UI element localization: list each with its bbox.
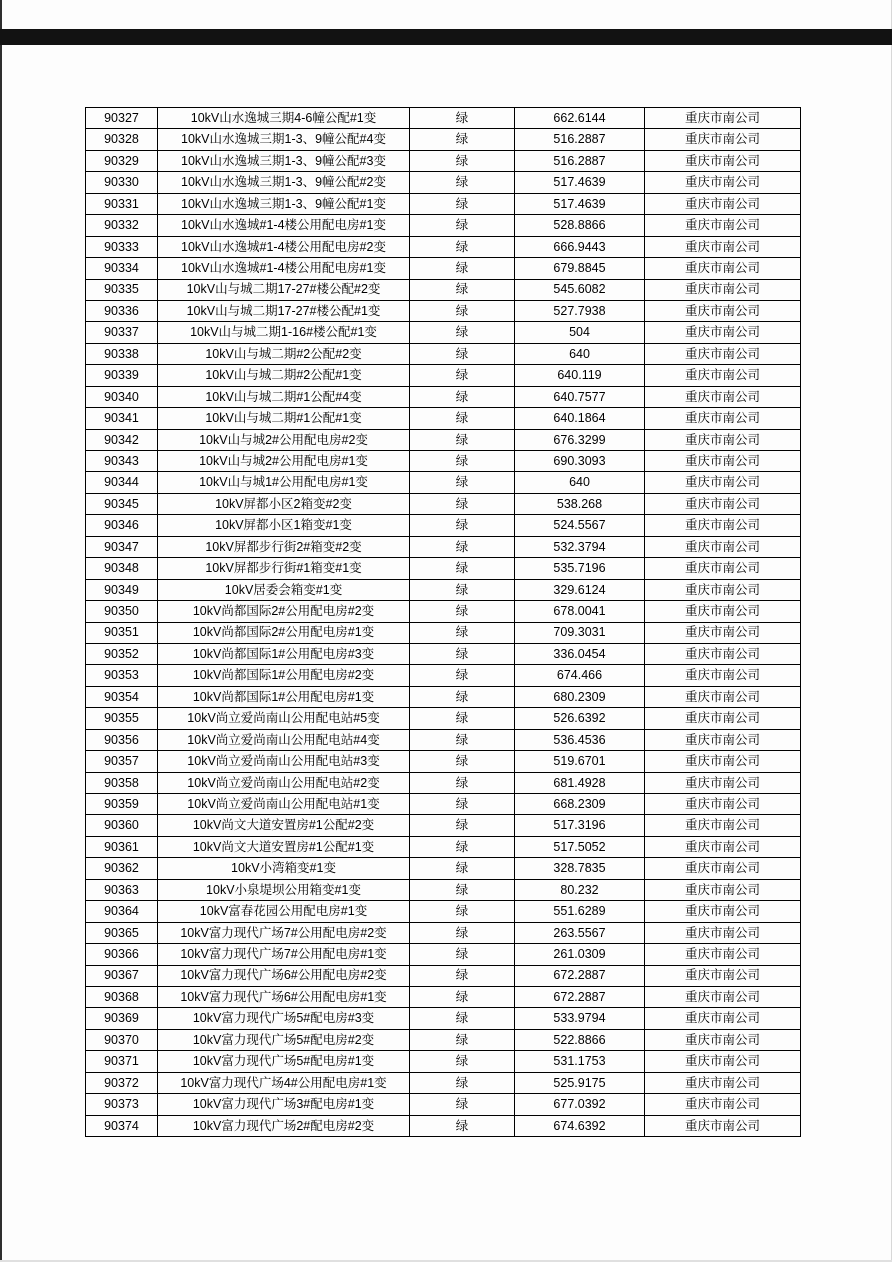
cell-status: 绿 (410, 815, 515, 836)
cell-status: 绿 (410, 172, 515, 193)
cell-value: 538.268 (515, 493, 645, 514)
cell-company: 重庆市南公司 (645, 1072, 801, 1093)
cell-company: 重庆市南公司 (645, 300, 801, 321)
cell-name: 10kV尚都国际1#公用配电房#1变 (158, 686, 410, 707)
cell-value: 526.6392 (515, 708, 645, 729)
table-row (86, 279, 801, 300)
cell-company: 重庆市南公司 (645, 172, 801, 193)
cell-company: 重庆市南公司 (645, 686, 801, 707)
cell-id: 90351 (86, 622, 158, 643)
cell-status: 绿 (410, 150, 515, 171)
cell-name: 10kV尚立爱尚南山公用配电站#1变 (158, 794, 410, 815)
cell-name: 10kV尚立爱尚南山公用配电站#3变 (158, 751, 410, 772)
cell-company: 重庆市南公司 (645, 536, 801, 557)
cell-value: 535.7196 (515, 558, 645, 579)
cell-value: 690.3093 (515, 451, 645, 472)
table-row (86, 965, 801, 986)
cell-company: 重庆市南公司 (645, 751, 801, 772)
cell-status: 绿 (410, 279, 515, 300)
cell-status: 绿 (410, 794, 515, 815)
cell-name: 10kV尚都国际2#公用配电房#1变 (158, 622, 410, 643)
cell-name: 10kV山与城2#公用配电房#1变 (158, 451, 410, 472)
cell-value: 525.9175 (515, 1072, 645, 1093)
cell-company: 重庆市南公司 (645, 815, 801, 836)
cell-value: 640 (515, 472, 645, 493)
cell-value: 261.0309 (515, 944, 645, 965)
cell-id: 90367 (86, 965, 158, 986)
cell-id: 90365 (86, 922, 158, 943)
cell-status: 绿 (410, 1094, 515, 1115)
cell-name: 10kV富春花园公用配电房#1变 (158, 901, 410, 922)
cell-company: 重庆市南公司 (645, 279, 801, 300)
cell-value: 676.3299 (515, 429, 645, 450)
table-row (86, 129, 801, 150)
cell-status: 绿 (410, 922, 515, 943)
table-row (86, 922, 801, 943)
cell-value: 519.6701 (515, 751, 645, 772)
table-row (86, 1072, 801, 1093)
cell-status: 绿 (410, 751, 515, 772)
table-row (86, 601, 801, 622)
cell-name: 10kV山与城二期#1公配#1变 (158, 408, 410, 429)
cell-id: 90339 (86, 365, 158, 386)
cell-name: 10kV富力现代广场7#公用配电房#2变 (158, 922, 410, 943)
cell-company: 重庆市南公司 (645, 836, 801, 857)
cell-id: 90337 (86, 322, 158, 343)
cell-status: 绿 (410, 708, 515, 729)
cell-id: 90366 (86, 944, 158, 965)
cell-value: 666.9443 (515, 236, 645, 257)
cell-name: 10kV屏都步行街2#箱变#2变 (158, 536, 410, 557)
cell-value: 677.0392 (515, 1094, 645, 1115)
cell-company: 重庆市南公司 (645, 343, 801, 364)
cell-name: 10kV尚都国际2#公用配电房#2变 (158, 601, 410, 622)
cell-name: 10kV山与城二期#2公配#2变 (158, 343, 410, 364)
cell-name: 10kV尚文大道安置房#1公配#2变 (158, 815, 410, 836)
cell-value: 531.1753 (515, 1051, 645, 1072)
cell-name: 10kV山与城二期17-27#楼公配#2变 (158, 279, 410, 300)
table-row (86, 108, 801, 129)
cell-id: 90369 (86, 1008, 158, 1029)
cell-value: 681.4928 (515, 772, 645, 793)
cell-status: 绿 (410, 408, 515, 429)
cell-id: 90363 (86, 879, 158, 900)
cell-status: 绿 (410, 258, 515, 279)
cell-status: 绿 (410, 343, 515, 364)
cell-company: 重庆市南公司 (645, 643, 801, 664)
cell-name: 10kV富力现代广场6#公用配电房#2变 (158, 965, 410, 986)
cell-value: 516.2887 (515, 150, 645, 171)
cell-id: 90373 (86, 1094, 158, 1115)
cell-name: 10kV山与城1#公用配电房#1变 (158, 472, 410, 493)
cell-status: 绿 (410, 193, 515, 214)
cell-id: 90338 (86, 343, 158, 364)
cell-name: 10kV富力现代广场5#配电房#1变 (158, 1051, 410, 1072)
cell-value: 640.1864 (515, 408, 645, 429)
cell-value: 516.2887 (515, 129, 645, 150)
cell-id: 90371 (86, 1051, 158, 1072)
table-row (86, 944, 801, 965)
cell-company: 重庆市南公司 (645, 236, 801, 257)
table-row (86, 579, 801, 600)
cell-value: 263.5567 (515, 922, 645, 943)
cell-value: 680.2309 (515, 686, 645, 707)
cell-id: 90360 (86, 815, 158, 836)
cell-id: 90329 (86, 150, 158, 171)
cell-status: 绿 (410, 1029, 515, 1050)
cell-name: 10kV富力现代广场3#配电房#1变 (158, 1094, 410, 1115)
cell-company: 重庆市南公司 (645, 129, 801, 150)
table-row (86, 729, 801, 750)
cell-status: 绿 (410, 1051, 515, 1072)
cell-status: 绿 (410, 236, 515, 257)
cell-status: 绿 (410, 622, 515, 643)
cell-status: 绿 (410, 772, 515, 793)
cell-id: 90358 (86, 772, 158, 793)
cell-company: 重庆市南公司 (645, 665, 801, 686)
cell-status: 绿 (410, 365, 515, 386)
table-row (86, 536, 801, 557)
table-row (86, 1094, 801, 1115)
cell-status: 绿 (410, 944, 515, 965)
cell-value: 504 (515, 322, 645, 343)
cell-status: 绿 (410, 986, 515, 1007)
cell-value: 678.0041 (515, 601, 645, 622)
cell-name: 10kV山水逸城三期1-3、9幢公配#1变 (158, 193, 410, 214)
cell-status: 绿 (410, 108, 515, 129)
table-row (86, 794, 801, 815)
cell-status: 绿 (410, 515, 515, 536)
table-row (86, 986, 801, 1007)
cell-name: 10kV富力现代广场5#配电房#2变 (158, 1029, 410, 1050)
table-row (86, 429, 801, 450)
cell-id: 90364 (86, 901, 158, 922)
cell-status: 绿 (410, 879, 515, 900)
cell-company: 重庆市南公司 (645, 601, 801, 622)
cell-name: 10kV山水逸城三期1-3、9幢公配#4变 (158, 129, 410, 150)
cell-id: 90354 (86, 686, 158, 707)
cell-id: 90374 (86, 1115, 158, 1136)
table-row (86, 193, 801, 214)
cell-company: 重庆市南公司 (645, 772, 801, 793)
cell-name: 10kV居委会箱变#1变 (158, 579, 410, 600)
table-row (86, 665, 801, 686)
cell-company: 重庆市南公司 (645, 451, 801, 472)
cell-name: 10kV山水逸城三期1-3、9幢公配#3变 (158, 150, 410, 171)
cell-company: 重庆市南公司 (645, 729, 801, 750)
cell-status: 绿 (410, 472, 515, 493)
table-row (86, 408, 801, 429)
cell-name: 10kV尚文大道安置房#1公配#1变 (158, 836, 410, 857)
table-row (86, 643, 801, 664)
cell-company: 重庆市南公司 (645, 708, 801, 729)
table-row (86, 751, 801, 772)
table-row (86, 258, 801, 279)
cell-value: 336.0454 (515, 643, 645, 664)
cell-id: 90357 (86, 751, 158, 772)
cell-company: 重庆市南公司 (645, 515, 801, 536)
cell-id: 90355 (86, 708, 158, 729)
cell-value: 517.4639 (515, 172, 645, 193)
cell-id: 90344 (86, 472, 158, 493)
cell-value: 640.119 (515, 365, 645, 386)
cell-company: 重庆市南公司 (645, 965, 801, 986)
cell-name: 10kV山与城二期1-16#楼公配#1变 (158, 322, 410, 343)
cell-id: 90353 (86, 665, 158, 686)
cell-company: 重庆市南公司 (645, 879, 801, 900)
cell-value: 517.5052 (515, 836, 645, 857)
table-row (86, 236, 801, 257)
table-row (86, 836, 801, 857)
table-row (86, 472, 801, 493)
cell-value: 640 (515, 343, 645, 364)
cell-id: 90345 (86, 493, 158, 514)
cell-company: 重庆市南公司 (645, 858, 801, 879)
cell-company: 重庆市南公司 (645, 901, 801, 922)
cell-company: 重庆市南公司 (645, 794, 801, 815)
cell-name: 10kV尚都国际1#公用配电房#2变 (158, 665, 410, 686)
cell-status: 绿 (410, 322, 515, 343)
cell-value: 80.232 (515, 879, 645, 900)
cell-status: 绿 (410, 386, 515, 407)
cell-id: 90361 (86, 836, 158, 857)
table-row (86, 858, 801, 879)
cell-status: 绿 (410, 836, 515, 857)
cell-company: 重庆市南公司 (645, 944, 801, 965)
cell-company: 重庆市南公司 (645, 1115, 801, 1136)
cell-id: 90346 (86, 515, 158, 536)
cell-company: 重庆市南公司 (645, 922, 801, 943)
cell-status: 绿 (410, 729, 515, 750)
cell-id: 90332 (86, 215, 158, 236)
cell-value: 532.3794 (515, 536, 645, 557)
cell-status: 绿 (410, 558, 515, 579)
cell-status: 绿 (410, 601, 515, 622)
cell-value: 524.5567 (515, 515, 645, 536)
cell-id: 90341 (86, 408, 158, 429)
cell-name: 10kV富力现代广场5#配电房#3变 (158, 1008, 410, 1029)
table-row (86, 365, 801, 386)
cell-company: 重庆市南公司 (645, 386, 801, 407)
cell-id: 90352 (86, 643, 158, 664)
cell-name: 10kV富力现代广场7#公用配电房#1变 (158, 944, 410, 965)
cell-value: 527.7938 (515, 300, 645, 321)
table-row (86, 1029, 801, 1050)
cell-company: 重庆市南公司 (645, 493, 801, 514)
cell-status: 绿 (410, 965, 515, 986)
cell-status: 绿 (410, 215, 515, 236)
cell-name: 10kV富力现代广场6#公用配电房#1变 (158, 986, 410, 1007)
cell-value: 536.4536 (515, 729, 645, 750)
cell-name: 10kV山水逸城#1-4楼公用配电房#2变 (158, 236, 410, 257)
cell-value: 674.466 (515, 665, 645, 686)
cell-company: 重庆市南公司 (645, 1029, 801, 1050)
table-row (86, 322, 801, 343)
cell-name: 10kV山水逸城#1-4楼公用配电房#1变 (158, 215, 410, 236)
table-row (86, 343, 801, 364)
cell-name: 10kV山水逸城#1-4楼公用配电房#1变 (158, 258, 410, 279)
cell-value: 533.9794 (515, 1008, 645, 1029)
cell-company: 重庆市南公司 (645, 215, 801, 236)
table-row (86, 1051, 801, 1072)
transformer-table (85, 107, 801, 1137)
cell-company: 重庆市南公司 (645, 322, 801, 343)
table-row (86, 708, 801, 729)
cell-id: 90340 (86, 386, 158, 407)
page-left-edge (0, 0, 2, 1262)
cell-status: 绿 (410, 129, 515, 150)
cell-id: 90330 (86, 172, 158, 193)
cell-company: 重庆市南公司 (645, 622, 801, 643)
cell-id: 90368 (86, 986, 158, 1007)
cell-status: 绿 (410, 1072, 515, 1093)
cell-company: 重庆市南公司 (645, 986, 801, 1007)
cell-status: 绿 (410, 493, 515, 514)
cell-status: 绿 (410, 665, 515, 686)
cell-value: 517.3196 (515, 815, 645, 836)
cell-id: 90343 (86, 451, 158, 472)
cell-status: 绿 (410, 858, 515, 879)
cell-value: 640.7577 (515, 386, 645, 407)
cell-company: 重庆市南公司 (645, 1008, 801, 1029)
cell-status: 绿 (410, 1008, 515, 1029)
cell-status: 绿 (410, 643, 515, 664)
cell-value: 528.8866 (515, 215, 645, 236)
cell-name: 10kV富力现代广场4#公用配电房#1变 (158, 1072, 410, 1093)
table-row (86, 772, 801, 793)
cell-name: 10kV屏都小区1箱变#1变 (158, 515, 410, 536)
table-row (86, 515, 801, 536)
cell-status: 绿 (410, 300, 515, 321)
cell-value: 672.2887 (515, 986, 645, 1007)
cell-company: 重庆市南公司 (645, 408, 801, 429)
table-row (86, 150, 801, 171)
table-row (86, 215, 801, 236)
cell-name: 10kV小泉堤坝公用箱变#1变 (158, 879, 410, 900)
cell-id: 90335 (86, 279, 158, 300)
table-row (86, 1115, 801, 1136)
table-row (86, 493, 801, 514)
cell-company: 重庆市南公司 (645, 150, 801, 171)
table-row (86, 879, 801, 900)
cell-company: 重庆市南公司 (645, 365, 801, 386)
cell-company: 重庆市南公司 (645, 258, 801, 279)
cell-status: 绿 (410, 429, 515, 450)
table-row (86, 451, 801, 472)
cell-name: 10kV屏都小区2箱变#2变 (158, 493, 410, 514)
cell-value: 674.6392 (515, 1115, 645, 1136)
cell-name: 10kV山与城二期#1公配#4变 (158, 386, 410, 407)
cell-id: 90342 (86, 429, 158, 450)
table-row (86, 901, 801, 922)
cell-name: 10kV尚立爱尚南山公用配电站#4变 (158, 729, 410, 750)
cell-name: 10kV山水逸城三期1-3、9幢公配#2变 (158, 172, 410, 193)
cell-name: 10kV山与城二期17-27#楼公配#1变 (158, 300, 410, 321)
cell-id: 90356 (86, 729, 158, 750)
table-row (86, 622, 801, 643)
table-row (86, 815, 801, 836)
cell-value: 545.6082 (515, 279, 645, 300)
cell-id: 90370 (86, 1029, 158, 1050)
cell-company: 重庆市南公司 (645, 558, 801, 579)
cell-name: 10kV山与城二期#2公配#1变 (158, 365, 410, 386)
cell-value: 522.8866 (515, 1029, 645, 1050)
cell-company: 重庆市南公司 (645, 1094, 801, 1115)
cell-name: 10kV尚立爱尚南山公用配电站#2变 (158, 772, 410, 793)
table-body (86, 108, 801, 1137)
cell-status: 绿 (410, 686, 515, 707)
cell-id: 90328 (86, 129, 158, 150)
top-black-bar (0, 29, 892, 45)
cell-name: 10kV小湾箱变#1变 (158, 858, 410, 879)
cell-name: 10kV山水逸城三期4-6幢公配#1变 (158, 108, 410, 129)
cell-id: 90362 (86, 858, 158, 879)
cell-company: 重庆市南公司 (645, 429, 801, 450)
table-row (86, 300, 801, 321)
cell-id: 90359 (86, 794, 158, 815)
cell-value: 517.4639 (515, 193, 645, 214)
cell-id: 90327 (86, 108, 158, 129)
cell-company: 重庆市南公司 (645, 193, 801, 214)
table-row (86, 686, 801, 707)
cell-value: 662.6144 (515, 108, 645, 129)
cell-id: 90347 (86, 536, 158, 557)
cell-id: 90333 (86, 236, 158, 257)
cell-id: 90350 (86, 601, 158, 622)
cell-id: 90334 (86, 258, 158, 279)
table-row (86, 1008, 801, 1029)
cell-value: 679.8845 (515, 258, 645, 279)
cell-status: 绿 (410, 536, 515, 557)
cell-id: 90349 (86, 579, 158, 600)
cell-company: 重庆市南公司 (645, 472, 801, 493)
cell-company: 重庆市南公司 (645, 108, 801, 129)
cell-status: 绿 (410, 579, 515, 600)
cell-id: 90331 (86, 193, 158, 214)
cell-name: 10kV屏都步行街#1箱变#1变 (158, 558, 410, 579)
cell-status: 绿 (410, 1115, 515, 1136)
cell-company: 重庆市南公司 (645, 579, 801, 600)
cell-name: 10kV富力现代广场2#配电房#2变 (158, 1115, 410, 1136)
cell-name: 10kV山与城2#公用配电房#2变 (158, 429, 410, 450)
cell-value: 672.2887 (515, 965, 645, 986)
cell-id: 90348 (86, 558, 158, 579)
table-row (86, 386, 801, 407)
cell-id: 90336 (86, 300, 158, 321)
cell-name: 10kV尚都国际1#公用配电房#3变 (158, 643, 410, 664)
table-row (86, 558, 801, 579)
cell-value: 668.2309 (515, 794, 645, 815)
cell-status: 绿 (410, 451, 515, 472)
cell-value: 329.6124 (515, 579, 645, 600)
cell-id: 90372 (86, 1072, 158, 1093)
cell-status: 绿 (410, 901, 515, 922)
cell-company: 重庆市南公司 (645, 1051, 801, 1072)
table-row (86, 172, 801, 193)
cell-value: 709.3031 (515, 622, 645, 643)
cell-name: 10kV尚立爱尚南山公用配电站#5变 (158, 708, 410, 729)
cell-value: 551.6289 (515, 901, 645, 922)
cell-value: 328.7835 (515, 858, 645, 879)
